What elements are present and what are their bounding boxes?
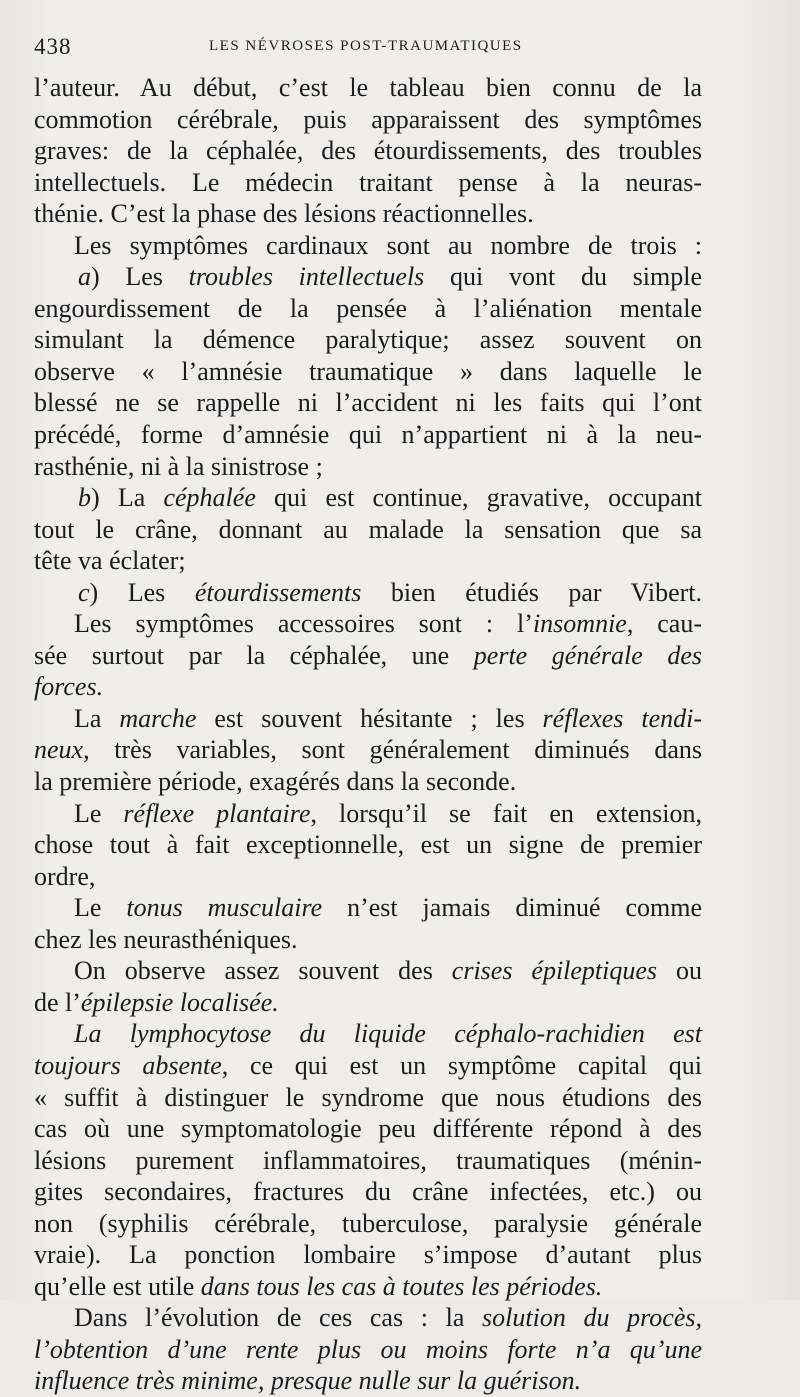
text-span: non (syphilis cérébrale, tuberculose, paralysie générale <box>34 1208 702 1238</box>
text-span: simulant la démence paralytique; assez souvent on <box>34 325 702 355</box>
text-span: ordre, <box>34 861 96 891</box>
text-span: Le <box>74 893 127 923</box>
italic-text: réflexe plantaire <box>123 798 311 828</box>
text-line <box>34 1239 702 1271</box>
text-line <box>34 1113 702 1145</box>
text-span: tout le crâne, donnant au malade la sensation que sa <box>34 514 702 544</box>
text-line <box>34 1176 702 1208</box>
text-span: ) La <box>91 483 164 513</box>
text-line <box>34 167 702 199</box>
italic-text: tonus musculaire <box>126 893 323 923</box>
text-line <box>34 230 702 262</box>
text-line <box>34 1050 702 1082</box>
text-span: rasthénie, ni à la sinistrose ; <box>34 451 323 481</box>
italic-text: épilepsie localisée. <box>80 987 279 1017</box>
text-line <box>34 640 702 672</box>
text-line <box>34 198 702 230</box>
text-line <box>34 293 702 325</box>
text-line <box>34 1302 702 1334</box>
page-number: 438 <box>34 34 72 59</box>
text-line <box>34 1271 702 1303</box>
italic-text: b <box>78 483 91 513</box>
text-line <box>34 514 702 546</box>
text-line <box>34 1208 702 1240</box>
text-line <box>34 955 702 987</box>
text-line <box>34 798 702 830</box>
running-title: LES NÉVROSES POST-TRAUMATIQUES <box>209 38 523 54</box>
text-span: ) Les <box>91 262 189 292</box>
text-span: chez les neurasthéniques. <box>34 924 298 954</box>
text-span: Le <box>74 798 124 828</box>
text-span: précédé, forme d’amnésie qui n’appartient ni à la neu- <box>34 420 702 450</box>
text-span: la première période, exagérés dans la seconde. <box>34 767 517 797</box>
italic-text: réflexes tendi- <box>542 703 703 733</box>
text-line <box>34 482 702 514</box>
italic-text: étourdissements <box>194 577 362 607</box>
text-line <box>34 135 702 167</box>
text-span: qu’elle est utile <box>34 1271 201 1301</box>
text-span: ou <box>657 956 702 986</box>
text-span: chose tout à fait exceptionnelle, est un signe de premier <box>34 830 702 860</box>
italic-text: perte générale des <box>473 640 702 670</box>
text-span: Les symptômes cardinaux sont au nombre de trois : <box>74 230 702 260</box>
italic-text: insomnie <box>532 609 627 639</box>
text-line <box>34 734 702 766</box>
text-span: lésions purement inflammatoires, traumatiques (ménin- <box>34 1145 702 1175</box>
italic-text: toujours absente <box>34 1050 222 1080</box>
italic-text: neux <box>34 735 84 765</box>
text-span: thénie. C’est la phase des lésions réactionnelles. <box>34 199 534 229</box>
text-span: graves: de la céphalée, des étourdissements, des troubles <box>34 136 702 166</box>
text-line <box>34 987 702 1019</box>
italic-text: crises épileptiques <box>451 956 658 986</box>
text-span: , ce qui est un symptôme capital qui <box>221 1050 702 1080</box>
italic-text: troubles intellectuels <box>188 262 425 292</box>
text-line <box>34 671 702 703</box>
text-line <box>34 924 702 956</box>
text-line <box>34 1018 702 1050</box>
text-span: « suffit à distinguer le syndrome que nous étudions des <box>34 1082 702 1112</box>
text-span: l’auteur. Au début, c’est le tableau bien connu de la <box>34 73 702 102</box>
text-span: On observe assez souvent des <box>74 956 452 986</box>
italic-text: influence très minime, presque nulle sur la guérison. <box>34 1366 582 1396</box>
text-span: cas où une symptomatologie peu différente répond à des <box>34 1114 702 1144</box>
italic-text: forces. <box>34 672 104 702</box>
text-line <box>34 1334 702 1366</box>
text-span: gites secondaires, fractures du crâne infectées, etc.) ou <box>34 1177 702 1207</box>
text-line <box>34 545 702 577</box>
text-span: Dans l’évolution de ces cas : la <box>74 1303 483 1333</box>
text-span: bien étudiés par Vibert. <box>361 577 703 607</box>
text-span: intellectuels. Le médecin traitant pense à la neuras- <box>34 167 702 197</box>
text-span: qui est continue, gravative, occupant <box>255 483 702 513</box>
text-line <box>34 104 702 136</box>
text-line <box>34 324 702 356</box>
text-line <box>34 1365 702 1397</box>
text-line <box>34 577 702 609</box>
text-span: observe « l’amnésie traumatique » dans laquelle le <box>34 356 702 386</box>
italic-text: dans tous les cas à toutes les périodes. <box>200 1271 603 1301</box>
text-span: est souvent hésitante ; les <box>196 703 543 733</box>
text-span: n’est jamais diminué comme <box>322 893 703 923</box>
italic-text: marche <box>119 703 197 733</box>
italic-text: l’obtention d’une rente plus ou moins forte n’a qu’une <box>34 1334 702 1364</box>
text-span: commotion cérébrale, puis apparaissent des symptômes <box>34 104 702 134</box>
text-line <box>34 72 702 104</box>
text-span: vraie). La ponction lombaire s’impose d’autant plus <box>34 1240 702 1270</box>
text-line <box>34 261 702 293</box>
text-line <box>34 766 702 798</box>
text-line <box>34 419 702 451</box>
text-line <box>34 1145 702 1177</box>
text-span: qui vont du simple <box>424 262 703 292</box>
text-span: tête va éclater; <box>34 546 186 576</box>
text-span: La <box>74 703 120 733</box>
text-line <box>34 703 702 735</box>
text-line <box>34 829 702 861</box>
italic-text: c <box>78 577 90 607</box>
italic-text: a <box>78 262 91 292</box>
page-header <box>34 34 734 64</box>
text-line <box>34 387 702 419</box>
italic-text: céphalée <box>163 483 256 513</box>
body-text <box>34 72 702 1397</box>
text-span: , cau- <box>626 609 702 639</box>
text-line <box>34 608 702 640</box>
text-line <box>34 892 702 924</box>
text-span: , très variables, sont généralement diminués dans <box>83 735 702 765</box>
text-span: , lorsqu’il se fait en extension, <box>310 798 702 828</box>
text-span: de l’ <box>34 987 81 1017</box>
text-line <box>34 1082 702 1114</box>
italic-text: solution du procès, <box>482 1303 702 1333</box>
text-span: sée surtout par la céphalée, une <box>34 640 474 670</box>
italic-text: La lymphocytose du liquide céphalo-rachidien est <box>74 1019 702 1049</box>
text-line <box>34 861 702 893</box>
text-span: blessé ne se rappelle ni l’accident ni les faits qui l’ont <box>34 388 702 418</box>
text-span: Les symptômes accessoires sont : l’ <box>74 609 533 639</box>
text-span: engourdissement de la pensée à l’aliénation mentale <box>34 293 702 323</box>
text-line <box>34 451 702 483</box>
text-line <box>34 356 702 388</box>
text-span: ) Les <box>89 577 195 607</box>
